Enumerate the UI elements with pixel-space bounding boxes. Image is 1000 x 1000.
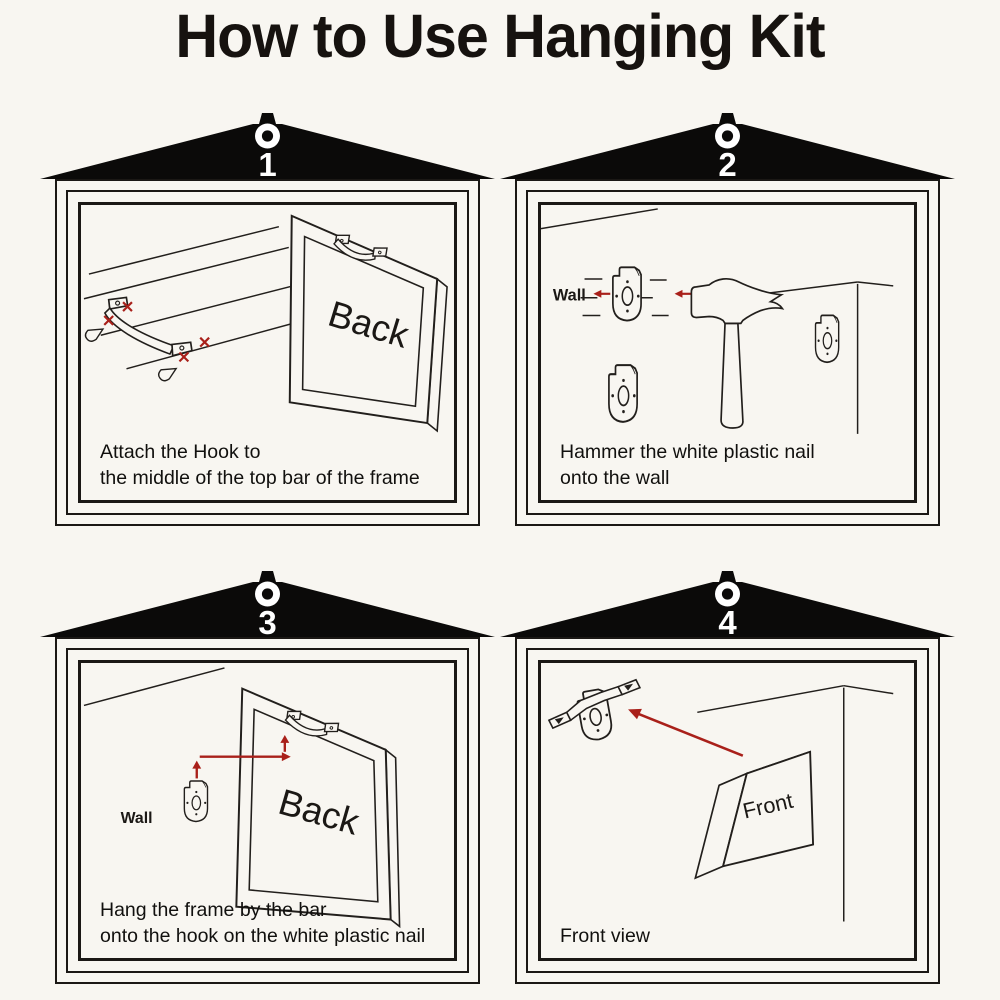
- panel-step-4: [515, 570, 940, 984]
- step-1-caption: [100, 440, 446, 491]
- steps-grid: [0, 70, 1000, 984]
- panel-1-roof: [40, 112, 495, 179]
- panel-3-roof: [40, 570, 495, 637]
- panel-4-outer-box: [515, 637, 940, 984]
- panel-4-inner-box: [538, 660, 917, 961]
- panel-2-roof: [500, 112, 955, 179]
- wall-label: Wall: [552, 286, 586, 305]
- roof-triangle-icon: [500, 570, 955, 637]
- wall-label: Wall: [120, 809, 153, 827]
- panel-4-illustration: [541, 663, 914, 958]
- panel-4-mid-box: [526, 648, 929, 973]
- step-number: 3: [258, 603, 277, 637]
- step-number: 1: [258, 145, 277, 179]
- panel-step-1: [55, 112, 480, 526]
- panel-2-outer-box: [515, 179, 940, 526]
- panel-1-inner-box: [78, 202, 457, 503]
- caption-line: Attach the Hook to: [100, 441, 261, 464]
- panel-step-3: [55, 570, 480, 984]
- red-arrow-icon: [593, 290, 691, 298]
- hook-icon: [99, 294, 200, 360]
- step-4-caption: [560, 924, 906, 949]
- red-arrow-icon: [628, 709, 743, 756]
- panel-1-mid-box: [66, 190, 469, 515]
- step-2-caption: [560, 440, 906, 491]
- caption-line: Front view: [560, 924, 650, 947]
- hammer-icon: [691, 279, 782, 428]
- frame-back-label: Back: [274, 780, 364, 843]
- wall-lines: [541, 209, 893, 434]
- roof-triangle-icon: [500, 112, 955, 179]
- panel-step-2: [515, 112, 940, 526]
- caption-line: Hammer the white plastic nail: [560, 441, 815, 464]
- hook-nail-assembly-icon: [549, 680, 640, 742]
- roof-triangle-icon: [40, 570, 495, 637]
- frame-front-label: Front: [740, 787, 796, 824]
- panel-2-mid-box: [526, 190, 929, 515]
- wall-line: [84, 668, 224, 705]
- panel-2-inner-box: [538, 202, 917, 503]
- caption-line: onto the wall: [560, 466, 670, 489]
- caption-line: onto the hook on the white plastic nail: [100, 924, 426, 947]
- panel-3-mid-box: [66, 648, 469, 973]
- roof-triangle-icon: [40, 112, 495, 179]
- step-3-caption: [100, 898, 446, 949]
- caption-line: Hang the frame by the bar: [100, 899, 327, 922]
- panel-1-outer-box: [55, 179, 480, 526]
- caption-line: the middle of the top bar of the frame: [100, 466, 420, 489]
- step-number: 2: [718, 145, 737, 179]
- panel-3-inner-box: [78, 660, 457, 961]
- panel-3-outer-box: [55, 637, 480, 984]
- panel-4-roof: [500, 570, 955, 637]
- frame-back-label: Back: [323, 292, 414, 356]
- page-title: How to Use Hanging Kit: [175, 2, 825, 70]
- step-number: 4: [718, 603, 737, 637]
